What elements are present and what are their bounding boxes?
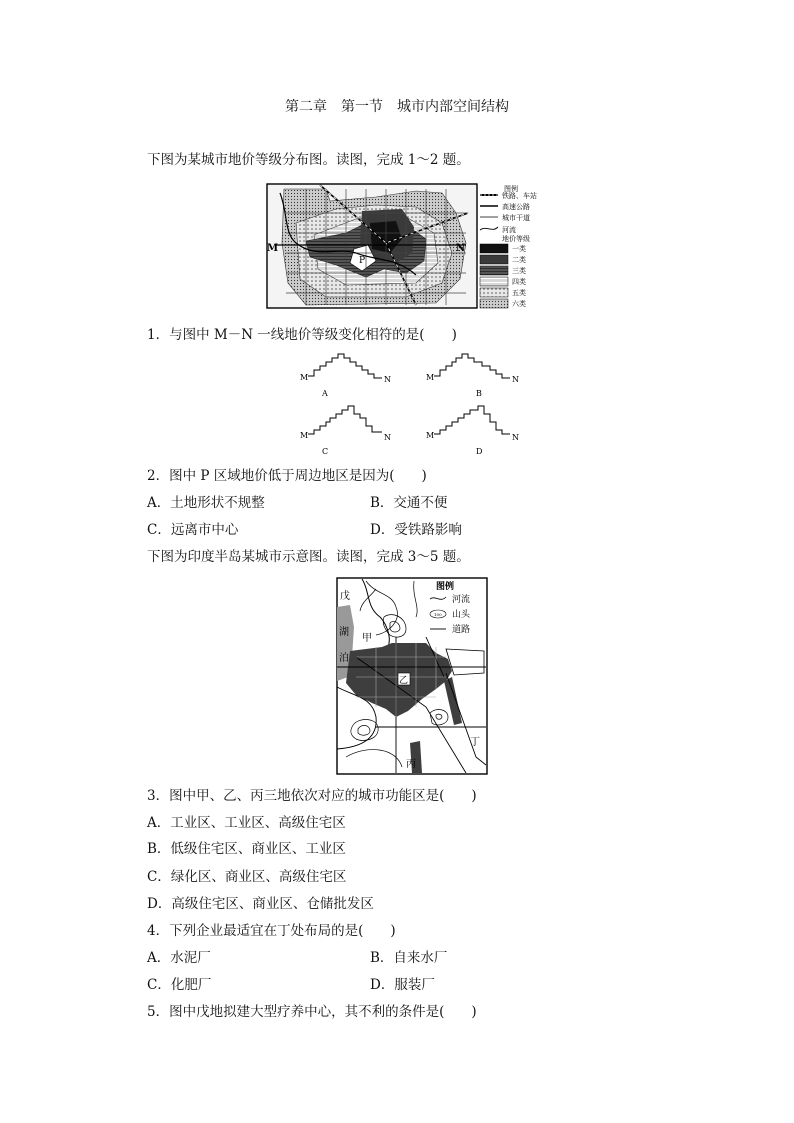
option-b-n: N — [512, 375, 519, 384]
map1-legend-railway: 铁路、车站 — [502, 192, 537, 200]
map1-legend-river: 河流 — [502, 226, 516, 234]
land-price-map — [266, 183, 548, 311]
option-a-key: A — [322, 389, 328, 398]
map2-legend-contour-label: 100 — [434, 612, 442, 617]
question-3-option-a[interactable]: A．工业区、工业区、高级住宅区 — [147, 815, 346, 831]
map2-legend-hill: 山头 — [452, 610, 471, 620]
map2-label-wu: 戊 — [340, 591, 350, 602]
intro-text-2: 下图为印度半岛某城市示意图。读图，完成 3～5 题。 — [147, 549, 470, 565]
option-b-key: B — [476, 389, 482, 398]
option-d-n: N — [512, 433, 519, 442]
option-c-profile — [308, 406, 382, 434]
question-2-option-d[interactable]: D．受铁路影响 — [370, 522, 462, 538]
map2-legend-river: 河流 — [452, 595, 471, 605]
map1-legend-highway: 高速公路 — [502, 203, 530, 211]
map2-label-lake-1: 湖 — [339, 627, 349, 638]
question-1-stem: 1．与图中 M－N 一线地价等级变化相符的是( ) — [147, 327, 457, 343]
map1-legend-grade-2: 二类 — [512, 256, 526, 264]
map1-legend-grade-3: 三类 — [512, 267, 526, 275]
question-2-stem: 2．图中 P 区域地价低于周边地区是因为( ) — [147, 468, 427, 484]
question-4-stem: 4．下列企业最适宜在丁处布局的是( ) — [147, 923, 396, 939]
option-a-m: M — [300, 373, 309, 382]
question-2-option-c[interactable]: C．远离市中心 — [147, 522, 239, 538]
map1-label-m: M — [267, 243, 279, 254]
question-3-option-d[interactable]: D．高级住宅区、商业区、仓储批发区 — [147, 896, 374, 912]
question-4-option-d[interactable]: D．服装厂 — [370, 977, 435, 993]
question-5-stem: 5．图中戊地拟建大型疗养中心，其不利的条件是( ) — [147, 1004, 477, 1020]
option-d-key: D — [476, 447, 483, 456]
question-4-option-b[interactable]: B．自来水厂 — [370, 950, 448, 966]
question-2-option-b[interactable]: B．交通不便 — [370, 495, 448, 511]
question-4-option-a[interactable]: A．水泥厂 — [147, 950, 211, 966]
option-c-key: C — [322, 447, 329, 456]
map1-legend-grade-1: 一类 — [512, 245, 526, 253]
question-3-option-b[interactable]: B．低级住宅区、商业区、工业区 — [147, 841, 346, 857]
map2-label-lake-2: 泊 — [339, 653, 349, 664]
map2-label-bing: 丙 — [406, 759, 416, 770]
option-d-profile — [434, 406, 510, 434]
option-c-m: M — [300, 431, 309, 440]
map1-legend-title: 图例 — [504, 185, 518, 193]
option-d-m: M — [426, 431, 435, 440]
option-b-m: M — [426, 373, 435, 382]
map2-label-jia: 甲 — [362, 633, 372, 644]
map1-legend-grade-5: 五类 — [512, 289, 526, 297]
map2-label-ding: 丁 — [470, 737, 480, 748]
question-3-option-c[interactable]: C．绿化区、商业区、高级住宅区 — [147, 869, 347, 885]
question-2-option-a[interactable]: A．土地形状不规整 — [147, 495, 265, 511]
option-b-profile — [434, 354, 510, 378]
map1-legend — [480, 184, 537, 308]
option-a-profile — [308, 354, 382, 378]
indian-city-map — [336, 577, 488, 775]
option-a-n: N — [384, 375, 391, 384]
map1-legend-grade-6: 六类 — [512, 300, 526, 308]
map2-label-yi: 乙 — [399, 676, 409, 686]
intro-text-1: 下图为某城市地价等级分布图。读图，完成 1～2 题。 — [147, 152, 470, 168]
question-3-stem: 3．图中甲、乙、丙三地依次对应的城市功能区是( ) — [147, 788, 477, 804]
page-title: 第二章 第一节 城市内部空间结构 — [285, 99, 509, 115]
map1-label-p: P — [359, 256, 366, 266]
map2-legend-road: 道路 — [452, 625, 471, 635]
map1-label-n: N — [456, 243, 466, 254]
map1-legend-grade-4: 四类 — [512, 278, 526, 286]
question-4-option-c[interactable]: C．化肥厂 — [147, 977, 212, 993]
map1-legend-grades-title: 地价等级 — [502, 235, 530, 243]
map1-legend-street: 城市干道 — [502, 214, 530, 222]
question-1-option-profiles — [296, 352, 532, 460]
option-c-n: N — [384, 433, 391, 442]
map2-legend-title: 图例 — [436, 582, 455, 592]
